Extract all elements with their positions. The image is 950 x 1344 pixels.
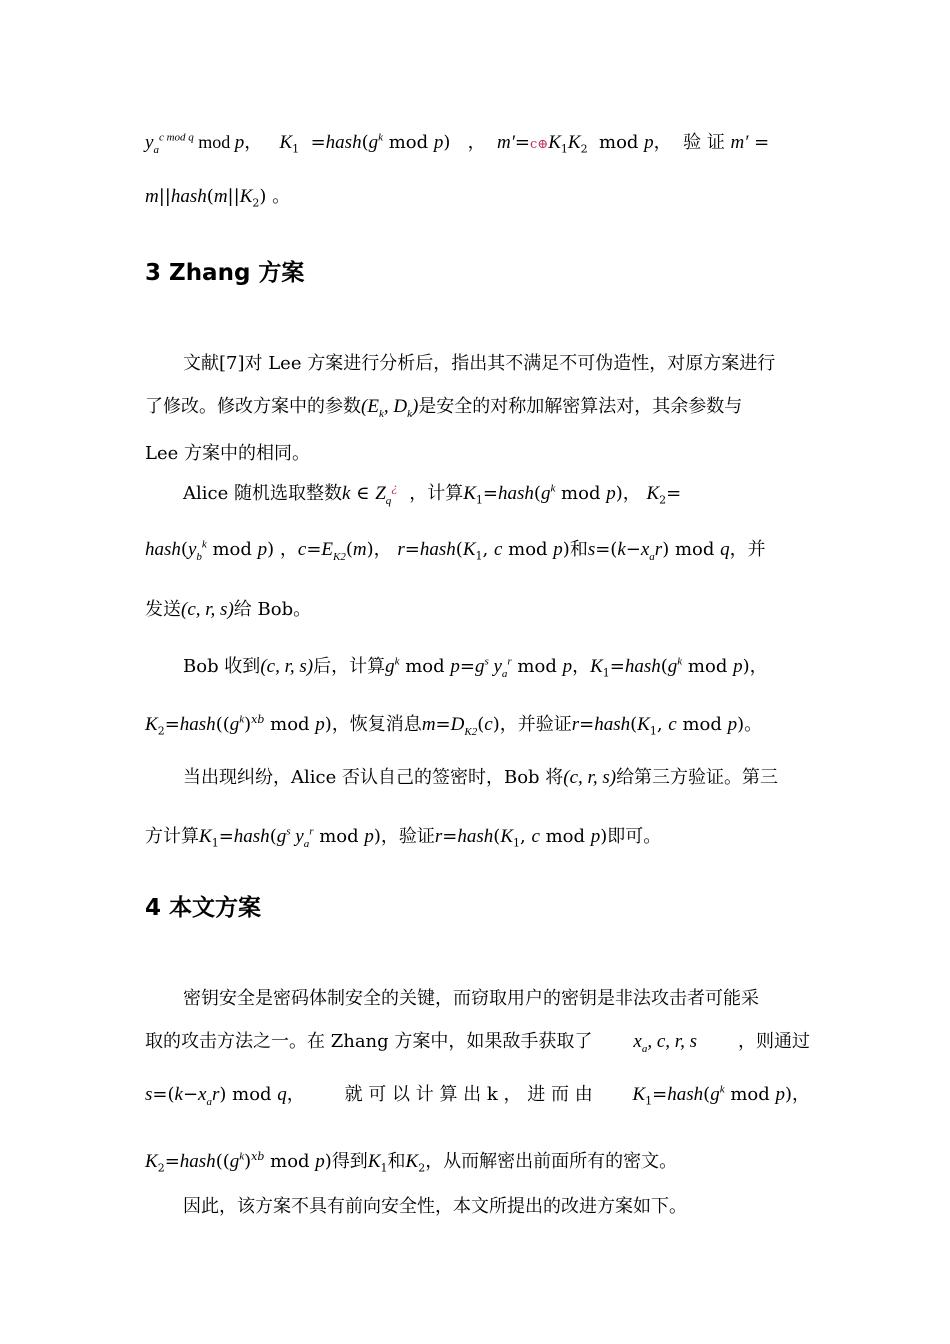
formula-line-1: $y_a^{c mod q}$ mod p， $K_1$ $=hash(g^k$ mod p) ， $m'=c\oplus K_1K_2$ mod p， 验 证 m′ = [145, 131, 770, 156]
section-heading-3: 3 Zhang 方案 [145, 260, 305, 286]
paragraph-line: 密钥安全是密码体制安全的关键，而窃取用户的密钥是非法攻击者可能采 [183, 988, 759, 1009]
paragraph-line: $s=(k-x_ar)$ mod q， 就 可 以 计 算 出 k ， 进 而 由 $K_1=hash(g^k$ mod p)， [145, 1083, 810, 1108]
paragraph-line: Bob 收到(c, r, s)后，计算$g^k$ mod $p=g^s$ $y_a^r$ mod p，$K_1=hash(g^k$ mod p)， [183, 655, 768, 680]
formula-line-2: $m||hash(m||K_2)$ 。 [145, 186, 291, 210]
paragraph-line: 因此，该方案不具有前向安全性，本文所提出的改进方案如下。 [183, 1196, 687, 1217]
paragraph-line: 了修改。修改方案中的参数($E_k$, $D_k$)是安全的对称加解密算法对，其余参数与 [145, 396, 743, 420]
paragraph-line: Lee 方案中的相同。 [145, 443, 310, 464]
paragraph-line: $K_2=hash((g^k)^{xb}$ mod p)，恢复消息$m=D_{K2}(c)$，并验证$r=hash(K_1$, c mod p)。 [145, 713, 763, 738]
paragraph-line: $hash(y_b^k$ mod p) ，$c=E_{K2}(m)$， $r=hash(K_1$, c mod p)和$s=(k-x_ar)$ mod q，并 [145, 538, 766, 563]
paragraph-line: 当出现纠纷，Alice 否认自己的签密时，Bob 将(c, r, s)给第三方验证。第三 [183, 767, 779, 788]
paragraph-line: 文献[7]对 Lee 方案进行分析后，指出其不满足不可伪造性，对原方案进行 [183, 353, 776, 374]
paragraph-line: 方计算$K_1=hash(g^s$ $y_a^r$ mod p)，验证$r=hash(K_1$, c mod p)即可。 [145, 825, 662, 850]
paragraph-line: Alice 随机选取整数k ∈ $Z_q^¿$ ，计算$K_1=hash(g^k$ mod p)， $K_2=$ [183, 479, 682, 507]
paragraph-line: 发送(c, r, s)给 Bob。 [145, 599, 312, 620]
section-heading-4: 4 本文方案 [145, 895, 262, 921]
paragraph-line: $K_2=hash((g^k)^{xb}$ mod p)得到$K_1$和$K_2$，从而解密出前面所有的密文。 [145, 1150, 678, 1175]
paragraph-line: 取的攻击方法之一。在 Zhang 方案中，如果敌手获取了 $x_a$, c, r, s ，则通过 [145, 1031, 810, 1055]
